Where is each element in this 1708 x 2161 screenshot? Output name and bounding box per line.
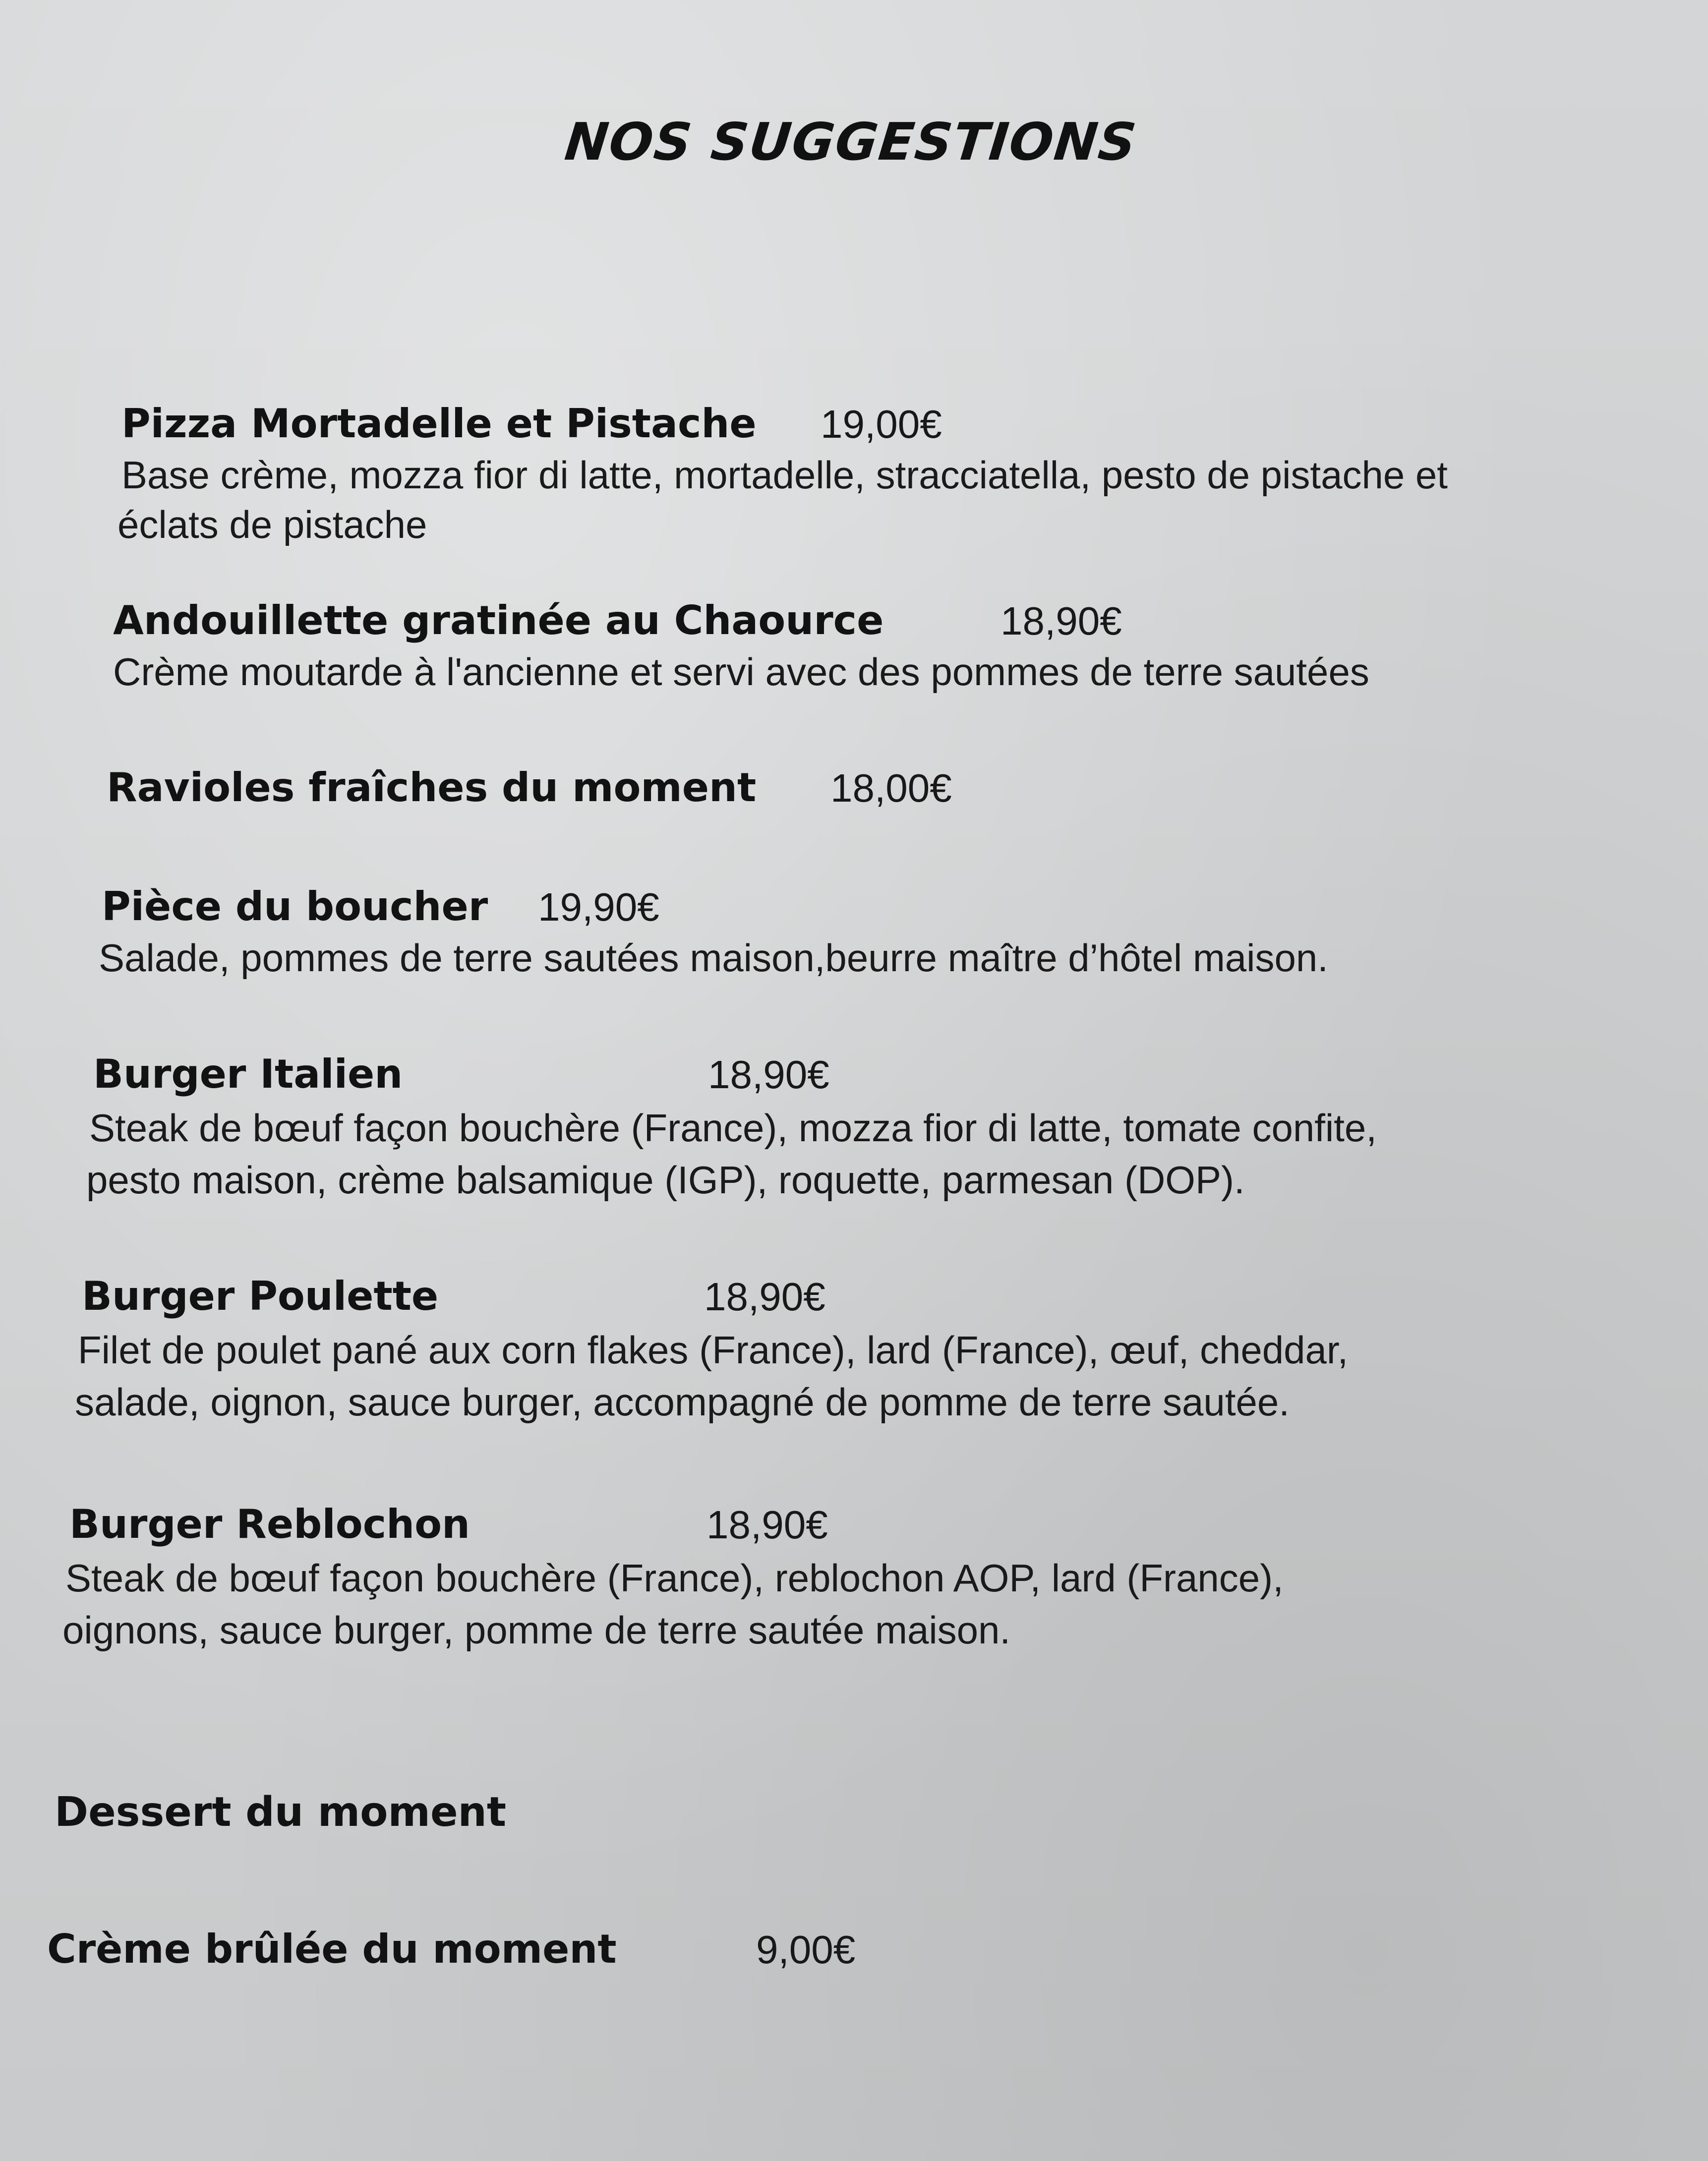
item-name: Andouillette gratinée au Chaource: [113, 597, 884, 643]
item-price: 9,00€: [756, 1927, 856, 1972]
item-name: Ravioles fraîches du moment: [107, 764, 757, 811]
item-description-line: oignons, sauce burger, pomme de terre sautée maison.: [62, 1608, 1011, 1652]
item-name: Pizza Mortadelle et Pistache: [121, 401, 757, 447]
item-description-line: Crème moutarde à l'ancienne et servi avec des pommes de terre sautées: [113, 650, 1369, 694]
item-description-line: Filet de poulet pané aux corn flakes (France), lard (France), œuf, cheddar,: [78, 1328, 1349, 1372]
item-description-line: Salade, pommes de terre sautées maison,beurre maître d’hôtel maison.: [99, 936, 1328, 980]
item-price: 18,00€: [830, 766, 952, 810]
item-name: Crème brûlée du moment: [47, 1926, 617, 1972]
item-description-line: Steak de bœuf façon bouchère (France), mozza fior di latte, tomate confite,: [89, 1106, 1377, 1150]
item-price: 18,90€: [708, 1052, 829, 1097]
item-description-line: Base crème, mozza fior di latte, mortadelle, stracciatella, pesto de pistache et: [121, 453, 1448, 497]
item-price: 18,90€: [704, 1275, 825, 1319]
dessert-section-heading: Dessert du moment: [55, 1789, 507, 1836]
item-name: Burger Italien: [93, 1051, 403, 1097]
item-name: Burger Poulette: [82, 1273, 439, 1319]
item-name: Pièce du boucher: [102, 883, 488, 930]
menu-title: NOS SUGGESTIONS: [562, 112, 1140, 172]
item-price: 18,90€: [1001, 599, 1122, 643]
item-description-line: pesto maison, crème balsamique (IGP), roquette, parmesan (DOP).: [86, 1158, 1245, 1202]
item-description-line: Steak de bœuf façon bouchère (France), reblochon AOP, lard (France),: [65, 1556, 1284, 1600]
item-description-line: salade, oignon, sauce burger, accompagné de pomme de terre sautée.: [75, 1380, 1290, 1424]
item-price: 19,90€: [538, 885, 659, 929]
item-description-line: éclats de pistache: [118, 503, 427, 546]
item-price: 18,90€: [707, 1503, 828, 1547]
item-name: Burger Reblochon: [69, 1501, 471, 1547]
item-price: 19,00€: [821, 402, 942, 446]
